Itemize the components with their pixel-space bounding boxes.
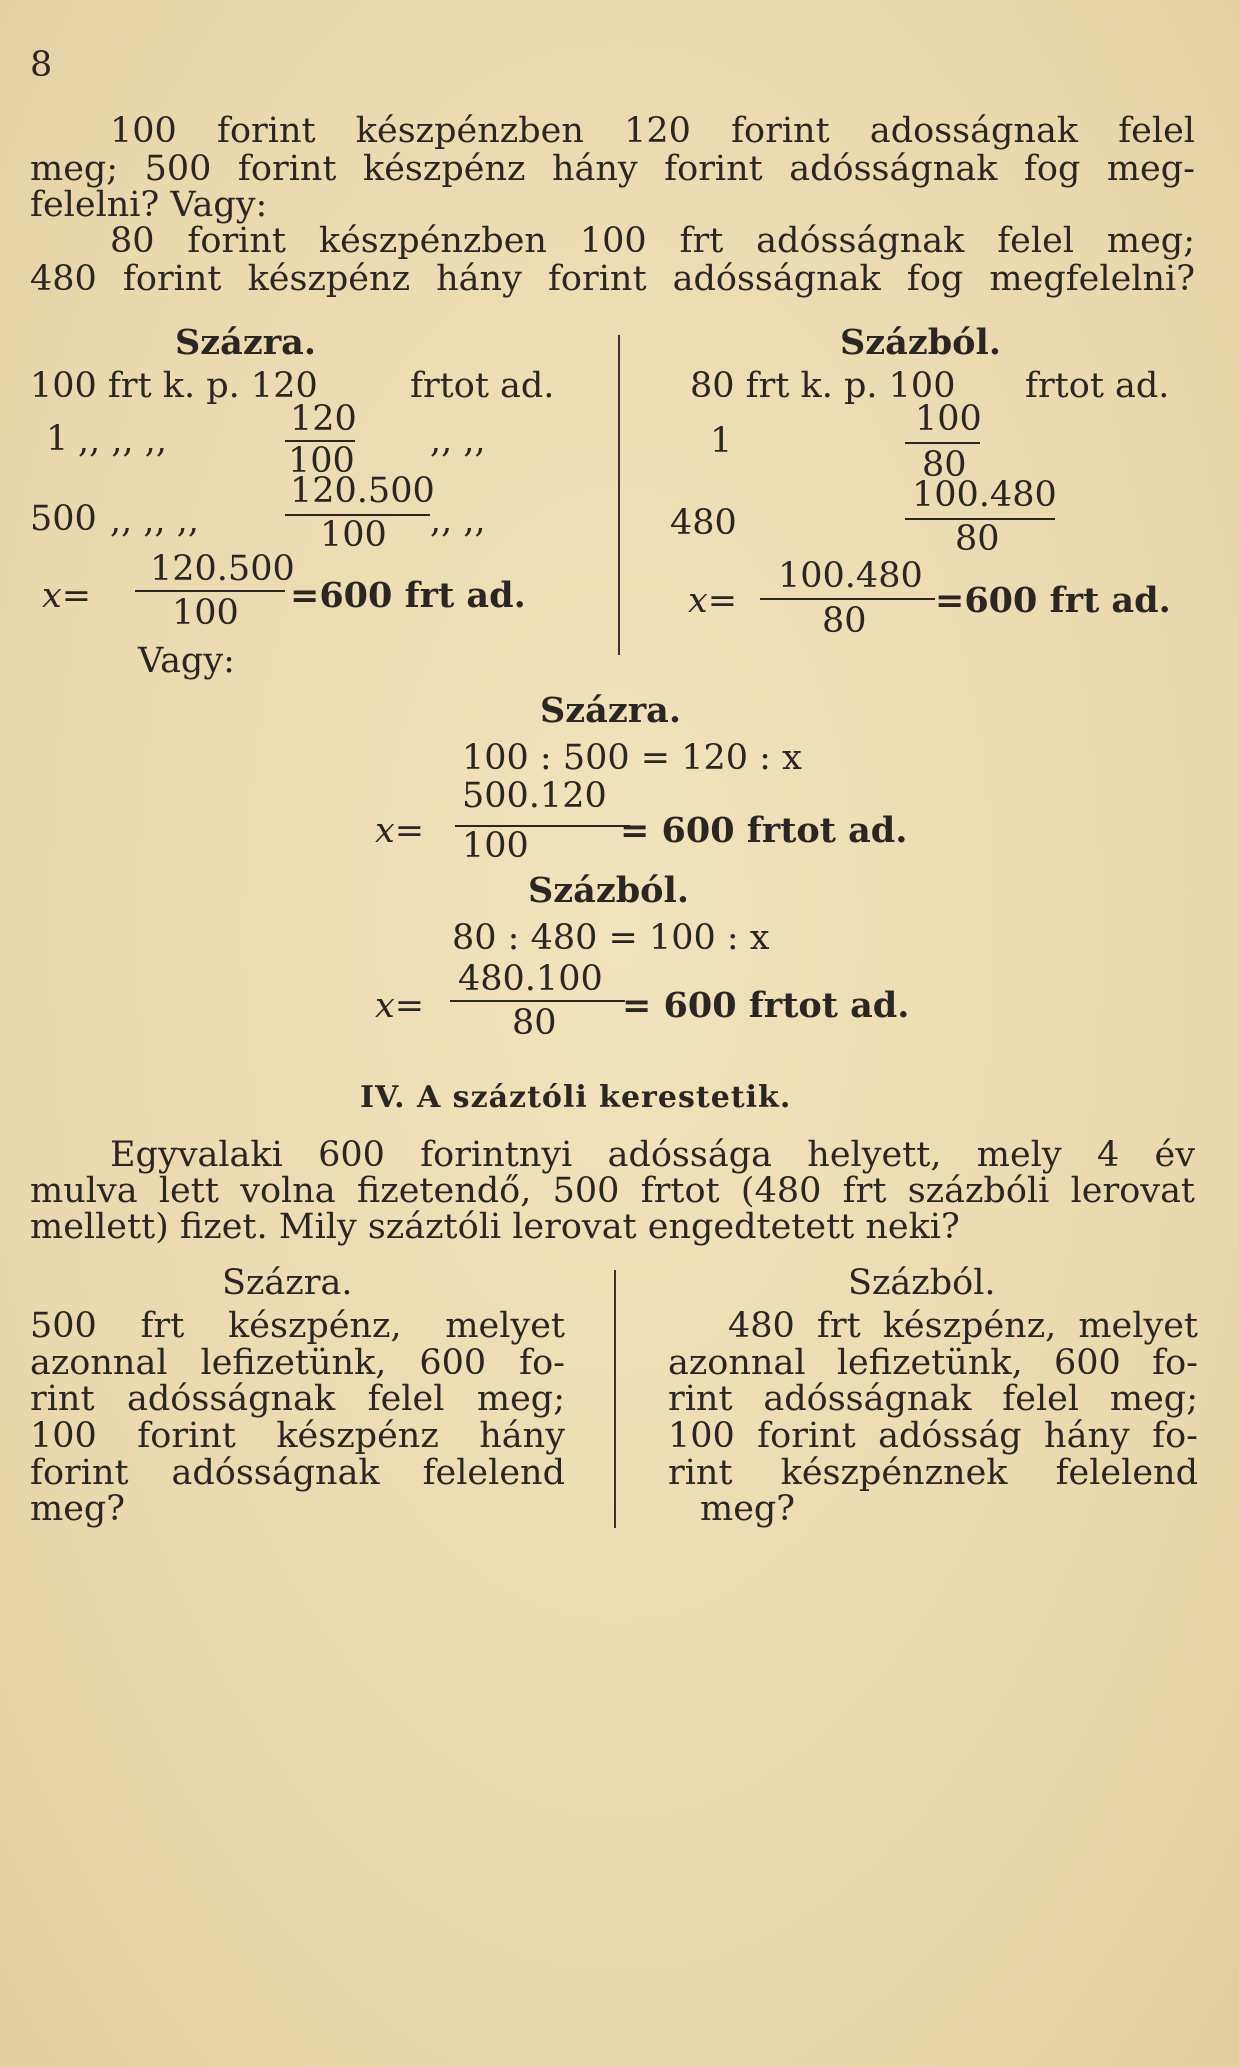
left-row-3-ditto-tail: ,, ,, (430, 501, 486, 541)
bottom-left-line-2: azonnal lefizetünk, 600 fo- (30, 1343, 565, 1383)
bottom-right-line-5: rint készpénznek felelend (668, 1453, 1198, 1493)
problem-line-2: mulva lett volna fizetendő, 500 frtot (480 frt százbóli lerovat (30, 1171, 1195, 1211)
left-row-2-ditto: ,, ,, ,, (78, 421, 168, 461)
column-divider-bottom (614, 1270, 616, 1528)
right-x-result: =600 frt ad. (935, 580, 1171, 621)
left-x-result: =600 frt ad. (290, 575, 526, 616)
center-x2-eq: x= (375, 986, 425, 1026)
bottom-right-line-6: meg? (700, 1489, 796, 1529)
center-proportion-1: 100 : 500 = 120 : x (462, 738, 802, 778)
bottom-left-line-4: 100 forint készpénz hány (30, 1416, 565, 1456)
bottom-right-heading: Százból. (848, 1263, 996, 1303)
right-x-num: 100.480 (778, 556, 923, 596)
intro-line-4: 80 forint készpénzben 100 frt adósságnak felel meg; (110, 221, 1195, 261)
right-row-3-den: 80 (955, 519, 1000, 559)
center-x2-num: 480.100 (458, 959, 603, 999)
right-row-1-tail: frtot ad. (1025, 366, 1170, 406)
center-x1-den: 100 (462, 826, 529, 866)
intro-line-1: 100 forint készpénzben 120 forint adosságnak felel (110, 111, 1195, 151)
right-row-2-lead: 1 (710, 421, 733, 461)
bottom-right-line-2: azonnal lefizetünk, 600 fo- (668, 1343, 1198, 1383)
right-row-1: 80 frt k. p. 100 (690, 366, 956, 406)
left-heading: Százra. (175, 322, 317, 363)
left-row-3-lead: 500 (30, 499, 97, 539)
bottom-left-line-1: 500 frt készpénz, melyet (30, 1306, 565, 1346)
problem-line-1: Egyvalaki 600 forintnyi adóssága helyett, mely 4 év (110, 1135, 1195, 1175)
right-row-2-num: 100 (915, 399, 982, 439)
left-row-1: 100 frt k. p. 120 (30, 366, 318, 406)
left-row-3-ditto: ,, ,, ,, (110, 501, 200, 541)
right-x-eq: x= (688, 581, 738, 621)
bottom-left-line-6: meg? (30, 1489, 126, 1529)
bottom-right-line-4: 100 forint adósság hány fo- (668, 1416, 1198, 1456)
center-heading-2: Százból. (528, 870, 690, 911)
left-x-eq: x= (42, 576, 92, 616)
intro-line-2: meg; 500 forint készpénz hány forint adósságnak fog meg- (30, 149, 1195, 189)
left-row-2-ditto-tail: ,, ,, (430, 421, 486, 461)
center-x1-num: 500.120 (462, 776, 607, 816)
right-row-2-den: 80 (922, 445, 967, 485)
right-row-3-num: 100.480 (912, 475, 1057, 515)
center-x1-eq: x= (375, 811, 425, 851)
left-row-2-den: 100 (288, 441, 355, 481)
bottom-right-line-1: 480 frt készpénz, melyet (728, 1306, 1198, 1346)
bottom-left-line-5: forint adósságnak felelend (30, 1453, 565, 1493)
bottom-left-heading: Százra. (222, 1263, 353, 1303)
right-heading: Százból. (840, 322, 1002, 363)
right-row-3-lead: 480 (670, 503, 737, 543)
intro-line-5: 480 forint készpénz hány forint adósságnak fog megfelelni? (30, 259, 1195, 299)
left-row-3-num: 120.500 (290, 471, 435, 511)
right-x-den: 80 (822, 601, 867, 641)
left-row-1-tail: frtot ad. (410, 366, 555, 406)
page-number: 8 (30, 45, 53, 85)
left-row-2-lead: 1 (46, 419, 69, 459)
section-title: IV. A száztóli kerestetik. (360, 1080, 792, 1115)
left-row-3-den: 100 (320, 515, 387, 555)
left-x-num: 120.500 (150, 549, 295, 589)
bottom-left-line-3: rint adósságnak felel meg; (30, 1379, 565, 1419)
left-row-2-num: 120 (290, 399, 357, 439)
intro-line-3: felelni? Vagy: (30, 185, 268, 225)
center-x2-result: = 600 frtot ad. (622, 985, 910, 1026)
center-proportion-2: 80 : 480 = 100 : x (452, 918, 770, 958)
left-x-den: 100 (172, 593, 239, 633)
bottom-right-line-3: rint adósságnak felel meg; (668, 1379, 1198, 1419)
center-x2-den: 80 (512, 1003, 557, 1043)
center-heading-1: Százra. (540, 690, 682, 731)
problem-line-3: mellett) fizet. Mily száztóli lerovat engedtetett neki? (30, 1207, 960, 1247)
center-x1-result: = 600 frtot ad. (620, 810, 908, 851)
column-divider-top (618, 335, 620, 655)
vagy-label: Vagy: (138, 641, 235, 681)
